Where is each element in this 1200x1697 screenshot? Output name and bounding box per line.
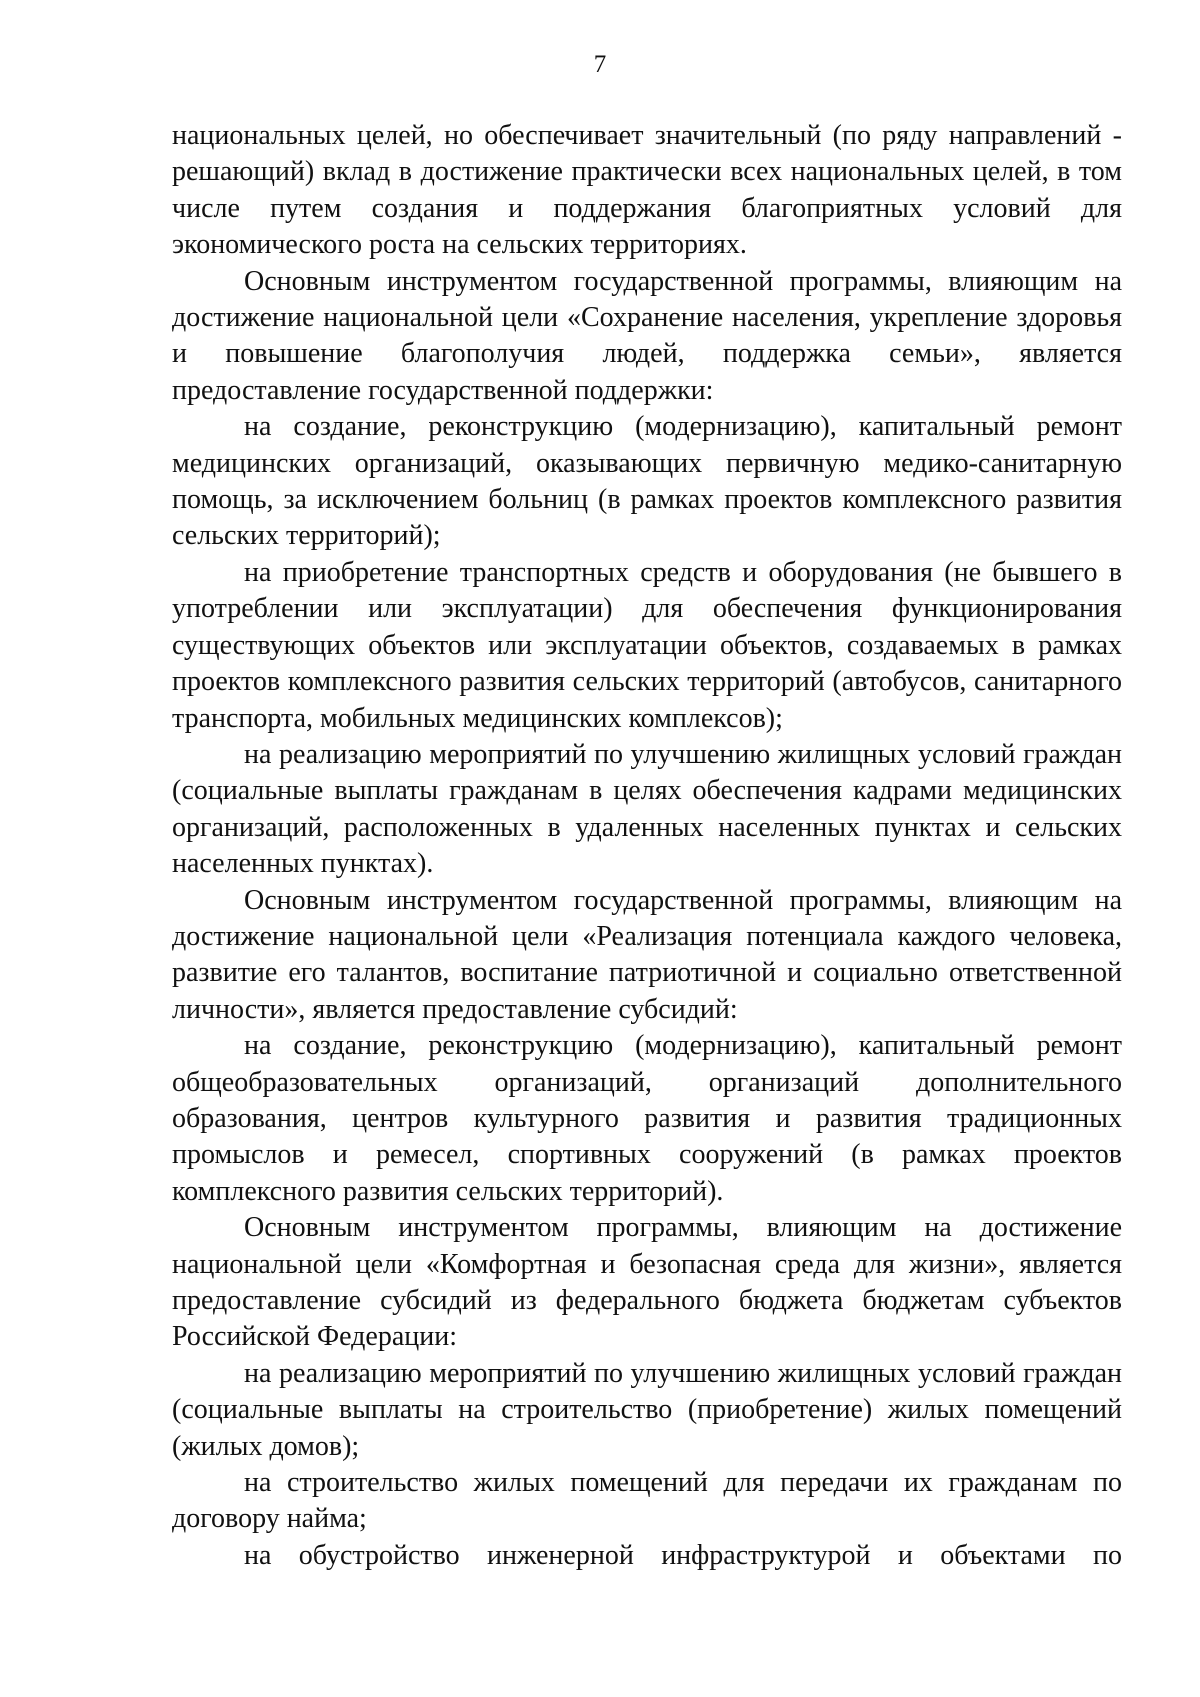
- paragraph-goal-human-potential: Основным инструментом государственной программы, влияющим на достижение национальной цели «Реализация потенциала каждого человека, развитие его талантов, воспитание патриотичной и социально ответственной личности», является предоставление субсидий:: [172, 884, 1122, 1025]
- paragraph-medical-organizations: на создание, реконструкцию (модернизацию), капитальный ремонт медицинских организаций, оказывающих первичную медико-санитарную помощь, за исключением больниц (в рамках проектов комплексного развития сельских территорий);: [172, 411, 1122, 552]
- paragraph-housing-medical-staff: на реализацию мероприятий по улучшению жилищных условий граждан (социальные выплаты гражданам в целях обеспечения кадрами медицинских организаций, расположенных в удаленных населенных пунктах и сельских населенных пунктах).: [172, 738, 1122, 880]
- paragraph-education-culture-sports: на создание, реконструкцию (модернизацию), капитальный ремонт общеобразовательных организаций, организаций дополнительного образования, центров культурного развития и развития традиционных промыслов и ремесел, спортивных сооружений (в рамках проектов комплексного развития сельских территорий).: [172, 1030, 1122, 1207]
- paragraph-goal-comfortable-environment: Основным инструментом программы, влияющим на достижение национальной цели «Комфортная и безопасная среда для жизни», является предоставление субсидий из федерального бюджета бюджетам субъектов Российской Федерации:: [172, 1212, 1122, 1353]
- paragraph-infrastructure: на обустройство инженерной инфраструктурой и объектами по: [244, 1539, 1122, 1571]
- document-body: [172, 118, 1122, 1574]
- paragraph-national-goals-continuation: национальных целей, но обеспечивает значительный (по ряду направлений - решающий) вклад в достижение практически всех национальных целей, в том числе путем создания и поддержания благоприятных условий для экономического роста на сельских территориях.: [172, 120, 1122, 261]
- page-number: 7: [593, 51, 607, 78]
- paragraph-transport-equipment: на приобретение транспортных средств и оборудования (не бывшего в употреблении или эксплуатации) для обеспечения функционирования существующих объектов или эксплуатации объектов, создаваемых в рамках проектов комплексного развития сельских территорий (автобусов, санитарного транспорта, мобильных медицинских комплексов);: [172, 556, 1122, 734]
- paragraph-housing-payments: на реализацию мероприятий по улучшению жилищных условий граждан (социальные выплаты на строительство (приобретение) жилых помещений (жилых домов);: [172, 1357, 1122, 1462]
- paragraph-housing-rental: на строительство жилых помещений для передачи их гражданам по договору найма;: [172, 1467, 1122, 1535]
- paragraph-goal-population-health: Основным инструментом государственной программы, влияющим на достижение национальной цели «Сохранение населения, укрепление здоровья и повышение благополучия людей, поддержка семьи», является предоставление государственной поддержки:: [172, 265, 1122, 406]
